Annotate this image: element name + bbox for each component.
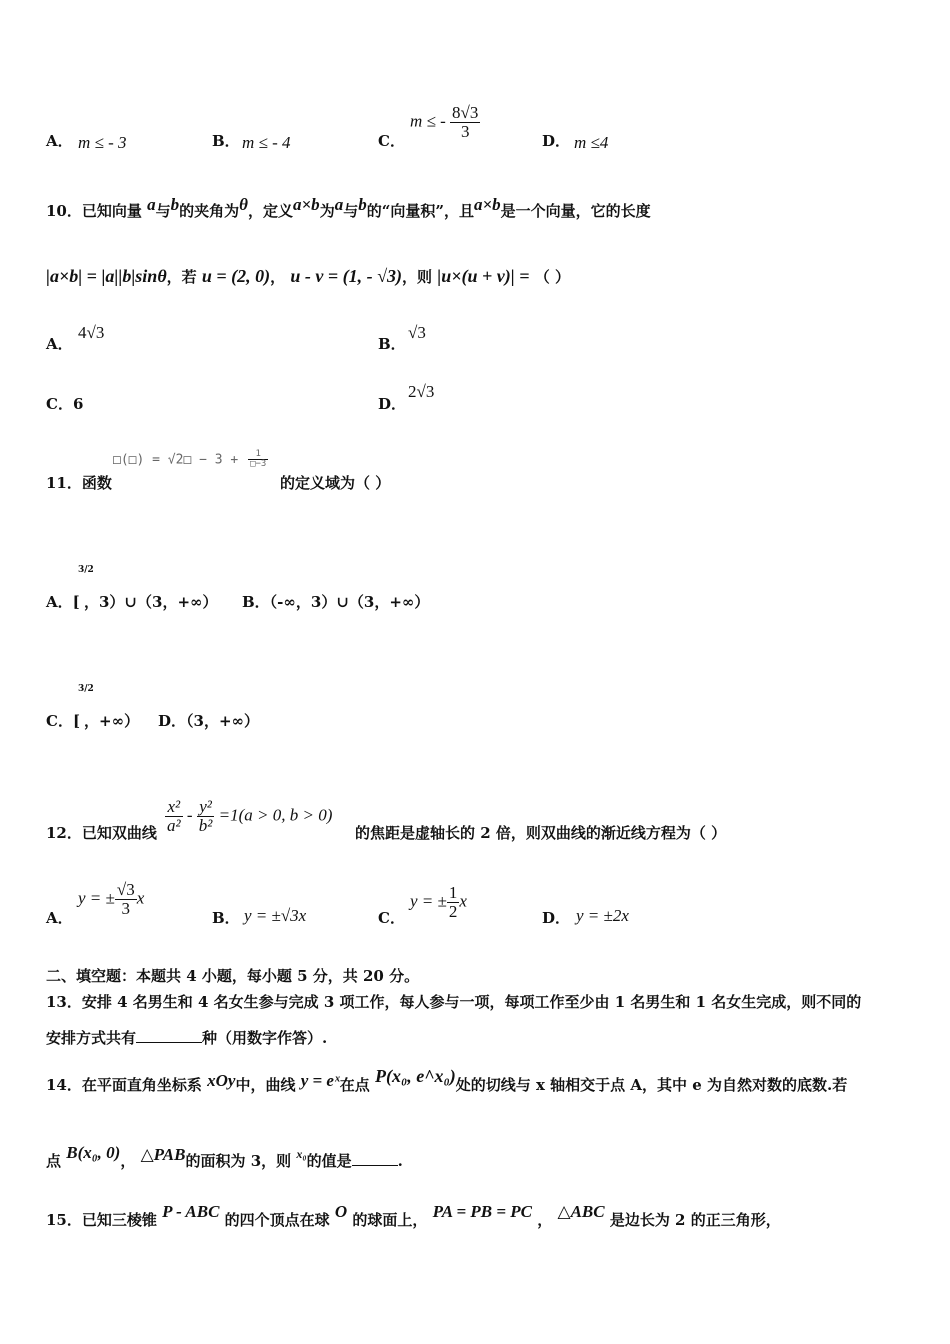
q12-option-c-label: C． bbox=[378, 909, 405, 927]
q11-number-text bbox=[46, 472, 112, 493]
q10-text: ，则 bbox=[402, 268, 433, 286]
q10-option-d-label: D． bbox=[378, 395, 407, 413]
q10-cross: a×b bbox=[473, 195, 501, 214]
q9-option-c-label: C． bbox=[378, 132, 405, 150]
q12-option-a-label: A． bbox=[46, 909, 73, 927]
q11-option-c bbox=[46, 710, 80, 731]
q12-option-b-expr: y = ±√3x bbox=[244, 906, 307, 925]
q15-triangle: △ABC bbox=[557, 1202, 605, 1221]
q14-text: 处的切线与 x 轴相交于点 A，其中 e 为自然对数的底数.若 bbox=[455, 1076, 848, 1094]
q11-frac-num: 1 bbox=[248, 450, 268, 460]
q15-line1 bbox=[46, 1202, 781, 1230]
q14-text: ， bbox=[120, 1152, 136, 1170]
q12-tail: 的焦距是虚轴长的 2 倍，则双曲线的渐近线方程为（ ） bbox=[355, 824, 727, 842]
q14-answer-blank[interactable] bbox=[352, 1151, 398, 1166]
q10-option-a-expr: 4√3 bbox=[78, 323, 105, 342]
q12-option-c-suffix: x bbox=[459, 891, 467, 911]
q11-option-c-label: C．[ bbox=[46, 712, 81, 730]
q11-formula bbox=[113, 450, 268, 470]
q9-option-a-label: A． bbox=[46, 132, 73, 150]
q10-text: ，若 bbox=[166, 268, 197, 286]
q11-frac-den: □−3 bbox=[250, 459, 267, 470]
q9-option-c-prefix: m ≤ - bbox=[410, 111, 446, 131]
q12-eq-y: y² bbox=[197, 798, 215, 817]
q12-equation: $\frac{\text{x²}}{\text{a²}}$ - $\frac{\text{y²}}{\text{b²}}$ =1(a > 0, b > 0) bbox=[167, 797, 333, 835]
q13-text: 安排方式共有 bbox=[46, 1029, 137, 1047]
q14-text: 的值是 bbox=[306, 1152, 352, 1170]
q11-tail: 的定义域为（ ） bbox=[280, 474, 391, 492]
q10-line2 bbox=[46, 266, 570, 287]
section-2-heading: 二、填空题：本题共 4 小题，每小题 5 分，共 20 分。 bbox=[46, 967, 420, 985]
q14-text: 点 bbox=[46, 1152, 62, 1170]
q11-number: 11． bbox=[46, 474, 82, 492]
q10-option-a-label: A． bbox=[46, 335, 73, 353]
q14-point-b: B(x₀, 0) bbox=[66, 1143, 121, 1162]
q10-text: 与 bbox=[155, 202, 171, 220]
q15-text: ， bbox=[537, 1211, 553, 1229]
q12-option-a-prefix: y = ± bbox=[78, 888, 115, 908]
q12-option-c-den: 2 bbox=[448, 901, 458, 921]
q12-option-a-den: 3 bbox=[121, 898, 131, 918]
q14-curve: y = eˣ bbox=[300, 1071, 340, 1090]
q9-option-b-label: B． bbox=[212, 132, 240, 150]
q14-xoy: xOy bbox=[207, 1071, 236, 1090]
q14-text: . bbox=[397, 1152, 403, 1170]
q15-text: 是边长为 2 的正三角形， bbox=[609, 1211, 781, 1229]
q9-option-d-expr: m ≤4 bbox=[574, 133, 609, 152]
q10-text: 是一个向量，它的长度 bbox=[500, 202, 651, 220]
q11-option-a-frac: 3/2 bbox=[78, 565, 94, 575]
q13-line1: 13．安排 4 名男生和 4 名女生参与完成 3 项工作，每人参与一项，每项工作至少由 1 名男生和 1 名女生完成，则不同的 bbox=[46, 993, 862, 1011]
q12-eq-x: x² bbox=[165, 798, 183, 817]
q14-text: 的面积为 3，则 bbox=[185, 1152, 292, 1170]
q12-eq-b: b² bbox=[198, 815, 213, 835]
q12-number-text bbox=[46, 822, 157, 843]
q9-option-c-num: 8√3 bbox=[452, 103, 479, 122]
q10-paren: （ ） bbox=[534, 268, 570, 286]
q10-text: 与 bbox=[343, 202, 359, 220]
q10-var-b: b bbox=[170, 195, 180, 214]
q15-text: 的球面上， bbox=[352, 1211, 428, 1229]
q10-var-a: a bbox=[147, 195, 156, 214]
q12-option-b-label: B． bbox=[212, 909, 240, 927]
q14-text: 在点 bbox=[339, 1076, 370, 1094]
q12-number: 12． bbox=[46, 824, 82, 842]
q12-option-a-suffix: x bbox=[136, 888, 145, 908]
q15-text: 的四个顶点在球 bbox=[224, 1211, 330, 1229]
q14-line1 bbox=[46, 1066, 848, 1095]
q11-option-b: B．（-∞，3）∪（3，+∞） bbox=[242, 593, 430, 611]
q10-cross: a×b bbox=[293, 195, 320, 214]
q11-text: 函数 bbox=[81, 474, 112, 492]
q15-pyramid: P - ABC bbox=[162, 1202, 220, 1221]
q11-formula-text: □(□) = √2□ − 3 + bbox=[113, 452, 239, 468]
q14-text: 中，曲线 bbox=[235, 1076, 296, 1094]
q10-text: ， bbox=[270, 268, 286, 286]
q14-text: 14．在平面直角坐标系 bbox=[46, 1076, 202, 1094]
q11-option-c-frac: 3/2 bbox=[78, 684, 94, 694]
q13-text: 种（用数字作答）. bbox=[202, 1029, 328, 1047]
q12-option-d-label: D． bbox=[542, 909, 571, 927]
q10-uv-def: u - v = (1, - √3) bbox=[290, 266, 403, 286]
q12-option-c-num: 1 bbox=[448, 883, 458, 902]
q14-x0: x₀ bbox=[296, 1147, 307, 1161]
q14-point-p: P(x₀, e^x₀) bbox=[375, 1066, 456, 1086]
q10-text: 的“向量积”，且 bbox=[366, 202, 474, 220]
q11-option-c-rest: ，+∞） bbox=[84, 712, 140, 730]
q12-option-a-expr bbox=[78, 881, 144, 918]
q12-eq-rest: =1(a > 0, b > 0) bbox=[218, 805, 333, 825]
q10-text: 为 bbox=[319, 202, 335, 220]
q10-var-a: a bbox=[334, 195, 344, 214]
q12-option-c-prefix: y = ± bbox=[410, 891, 447, 911]
q11-option-d: D．（3，+∞） bbox=[158, 712, 260, 730]
q14-line2 bbox=[46, 1143, 403, 1171]
q10-text: ，定义 bbox=[247, 202, 293, 220]
q12-eq-a: a² bbox=[167, 815, 181, 835]
q15-text: 15．已知三棱锥 bbox=[46, 1211, 157, 1229]
q9-option-c-expr bbox=[410, 104, 480, 141]
q11-option-a-rest: ，3）∪（3，+∞） bbox=[84, 593, 218, 611]
q9-option-c-den: 3 bbox=[460, 121, 470, 141]
q10-option-b-label: B． bbox=[378, 335, 406, 353]
q10-var-theta: θ bbox=[239, 195, 248, 214]
q10-option-b-expr: √3 bbox=[408, 323, 426, 342]
q9-option-d-label: D． bbox=[542, 132, 571, 150]
q10-ask: |u×(u + v)| = bbox=[437, 266, 530, 286]
q12-option-a-num: √3 bbox=[116, 880, 135, 899]
q12-option-d-expr: y = ±2x bbox=[576, 906, 629, 925]
q9-option-a-expr: m ≤ - 3 bbox=[78, 133, 127, 152]
q10-option-c-label: C．6 bbox=[46, 395, 84, 413]
q9-option-b-expr: m ≤ - 4 bbox=[242, 133, 291, 152]
q10-option-d-expr: 2√3 bbox=[408, 382, 435, 401]
q12-option-c-expr bbox=[410, 884, 467, 921]
q10-var-b: b bbox=[358, 195, 367, 214]
q10-number: 10． bbox=[46, 202, 82, 220]
q11-option-a bbox=[46, 591, 80, 612]
q10-line1 bbox=[46, 195, 651, 221]
q14-triangle: △PAB bbox=[140, 1145, 186, 1164]
q13-answer-blank[interactable] bbox=[136, 1028, 202, 1043]
q12-text: 已知双曲线 bbox=[81, 824, 157, 842]
q15-sphere-o: O bbox=[334, 1202, 348, 1221]
q11-option-a-label: A．[ bbox=[46, 593, 80, 611]
q10-text: 已知向量 bbox=[81, 202, 142, 220]
q13-line2 bbox=[46, 1027, 327, 1048]
q15-equal-edges: PA = PB = PC bbox=[432, 1202, 533, 1221]
q10-u-def: u = (2, 0) bbox=[201, 266, 271, 286]
q10-text: 的夹角为 bbox=[179, 202, 240, 220]
q10-length-formula: |a×b| = |a||b|sinθ bbox=[46, 266, 167, 286]
